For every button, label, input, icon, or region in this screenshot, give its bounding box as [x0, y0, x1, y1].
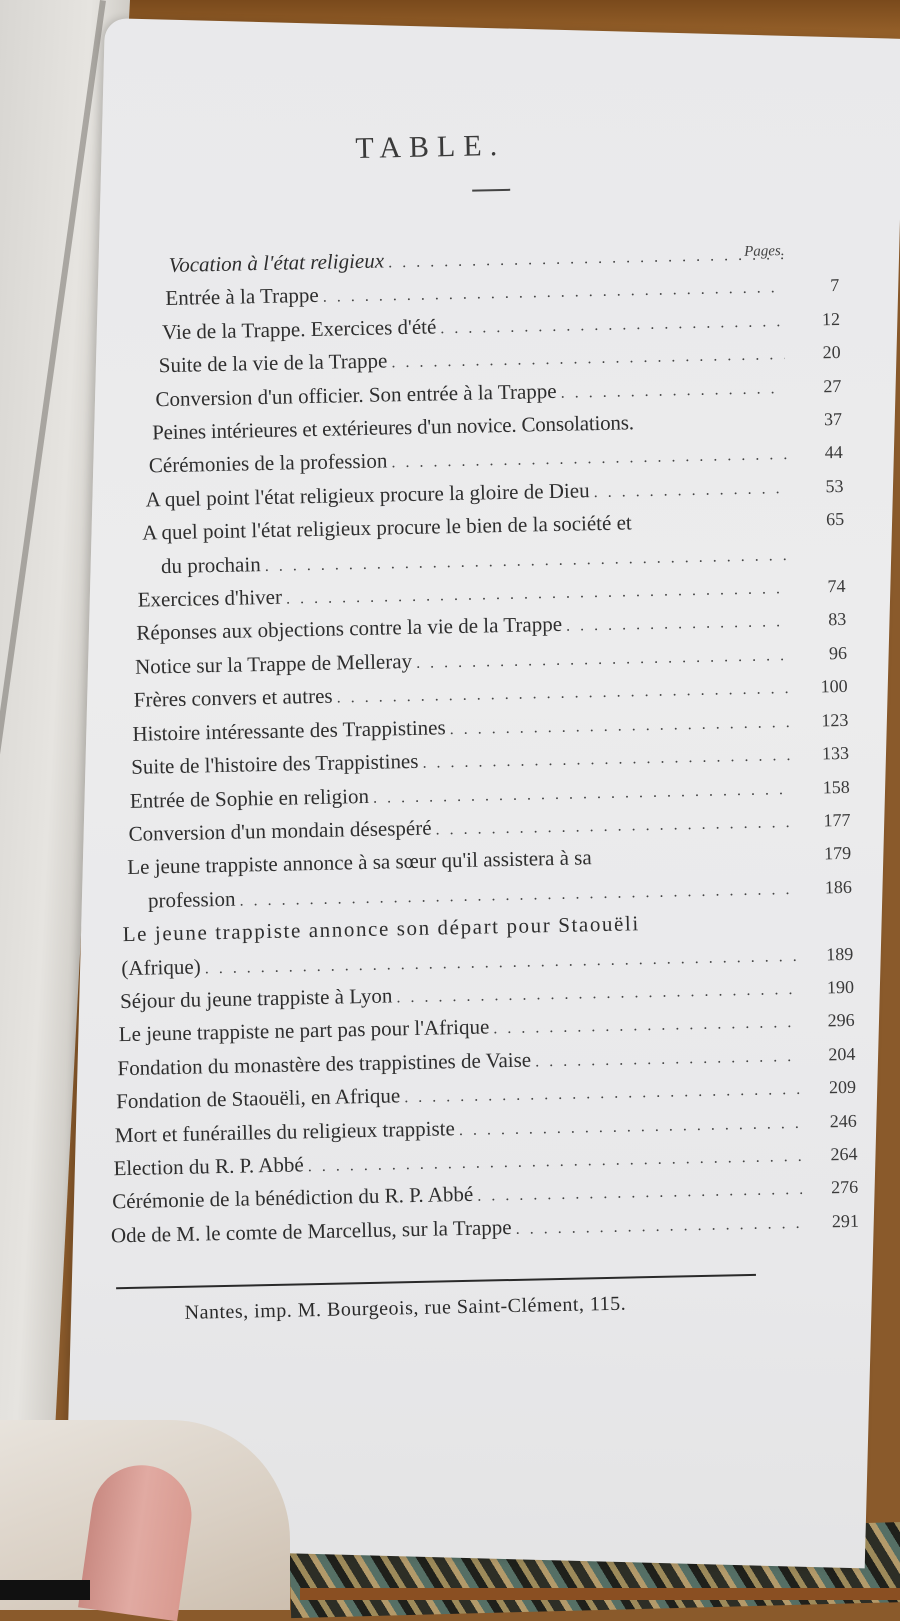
toc-page-number: 177: [823, 809, 851, 831]
toc-entry-label: Séjour du jeune trappiste à Lyon: [119, 983, 393, 1014]
toc-entry-label: Histoire intéressante des Trappistines: [132, 714, 446, 746]
toc-page-number: 209: [828, 1076, 857, 1098]
toc-entry-continuation-label: profession: [147, 886, 236, 913]
leader-dots: [593, 473, 788, 508]
toc-page-number: 158: [822, 776, 850, 797]
leader-dots: [515, 1208, 803, 1245]
toc-page-number: 276: [830, 1177, 859, 1198]
toc-page-number: 37: [823, 408, 843, 430]
toc-entry-label: Mort et funérailles du religieux trappiste: [114, 1115, 456, 1147]
toc-page-number: 189: [826, 943, 854, 964]
toc-entry-label: Vocation à l'état religieux: [168, 248, 385, 277]
toc-page-number: 83: [828, 609, 847, 630]
toc-page-number: 296: [827, 1010, 855, 1031]
toc-page-number: 96: [828, 642, 848, 664]
toc-entry-label: Le jeune trappiste annonce son départ pour Staouëli: [122, 911, 641, 947]
toc-entry-label: Election du R. P. Abbé: [113, 1152, 304, 1181]
toc-page-number: 246: [829, 1110, 857, 1131]
toc-entry-label: Peines intérieures et extérieures d'un novice. Consolations.: [151, 410, 634, 445]
toc-entry-label: Le jeune trappiste ne part pas pour l'Afrique: [118, 1014, 490, 1047]
toc-page-number: 190: [826, 976, 855, 998]
toc-entry-label: Conversion d'un mondain désespéré: [128, 815, 432, 846]
toc-page-number: 264: [830, 1143, 858, 1165]
toc-entry-label: Frères convers et autres: [133, 683, 333, 713]
wooden-table-bottom: [300, 1588, 900, 1600]
toc-entry-label: Réponses aux objections contre la vie de la Trappe: [136, 612, 563, 646]
toc-page-number: 204: [828, 1043, 856, 1065]
toc-entry-label: Fondation de Staouëli, en Afrique: [115, 1083, 401, 1114]
toc-page-number: 44: [824, 442, 843, 463]
toc-page-number: 12: [821, 308, 841, 330]
toc-entry-label: A quel point l'état religieux procure la gloire de Dieu: [145, 478, 590, 512]
toc-entry-label: Exercices d'hiver: [137, 584, 283, 612]
toc-page-number: 27: [823, 375, 842, 396]
toc-entry-label: Cérémonie de la bénédiction du R. P. Abbé: [112, 1182, 474, 1214]
toc-page-number: 53: [825, 475, 844, 497]
toc-page-number: 133: [821, 742, 850, 764]
leader-dots: [566, 606, 791, 642]
toc-entry-label: Entrée à la Trappe: [165, 283, 319, 311]
footer-rule: [116, 1274, 756, 1289]
toc-entry-label: Suite de la vie de la Trappe: [158, 348, 388, 378]
toc-list: [72, 236, 863, 1254]
pages-column-label: Pages.: [743, 243, 785, 260]
toc-page-number: 65: [825, 509, 845, 530]
toc-page-number: 291: [831, 1210, 860, 1232]
toc-page-number: 186: [824, 876, 853, 898]
toc-entry-continuation-label: (Afrique): [121, 953, 201, 980]
sleeve-edge: [0, 1580, 90, 1600]
table-of-contents: [70, 122, 865, 1327]
toc-page-number: 74: [827, 575, 846, 597]
toc-entry-label: Ode de M. le comte de Marcellus, sur la Trappe: [110, 1214, 512, 1248]
printer-imprint: Nantes, imp. M. Bourgeois, rue Saint-Clément, 115.: [184, 1292, 627, 1325]
toc-entry-label: Fondation du monastère des trappistines de Vaise: [117, 1047, 532, 1080]
toc-entry-label: Suite de l'histoire des Trappistines: [130, 748, 419, 779]
toc-entry-label: Le jeune trappiste annonce à sa sœur qu'il assistera à sa: [127, 845, 592, 880]
toc-page-number: 20: [822, 342, 841, 363]
toc-page-number: 179: [823, 843, 852, 864]
toc-page-number: 7: [830, 275, 840, 296]
toc-entry-label: A quel point l'état religieux procure le bien de la société et: [142, 510, 632, 545]
toc-entry-label: Notice sur la Trappe de Melleray: [134, 648, 413, 679]
title-rule: [472, 189, 510, 192]
toc-page-number: 100: [820, 676, 848, 697]
leader-dots: [560, 373, 785, 409]
page-title: TABLE.: [355, 128, 506, 166]
toc-entry-continuation-label: du prochain: [160, 551, 261, 578]
toc-entry-label: Vie de la Trappe. Exercices d'été: [161, 314, 437, 344]
toc-page-number: 123: [821, 709, 849, 731]
toc-entry-label: Cérémonies de la profession: [148, 448, 388, 478]
toc-entry-label: Conversion d'un officier. Son entrée à la Trappe: [155, 378, 557, 411]
toc-entry-label: Entrée de Sophie en religion: [129, 783, 370, 813]
